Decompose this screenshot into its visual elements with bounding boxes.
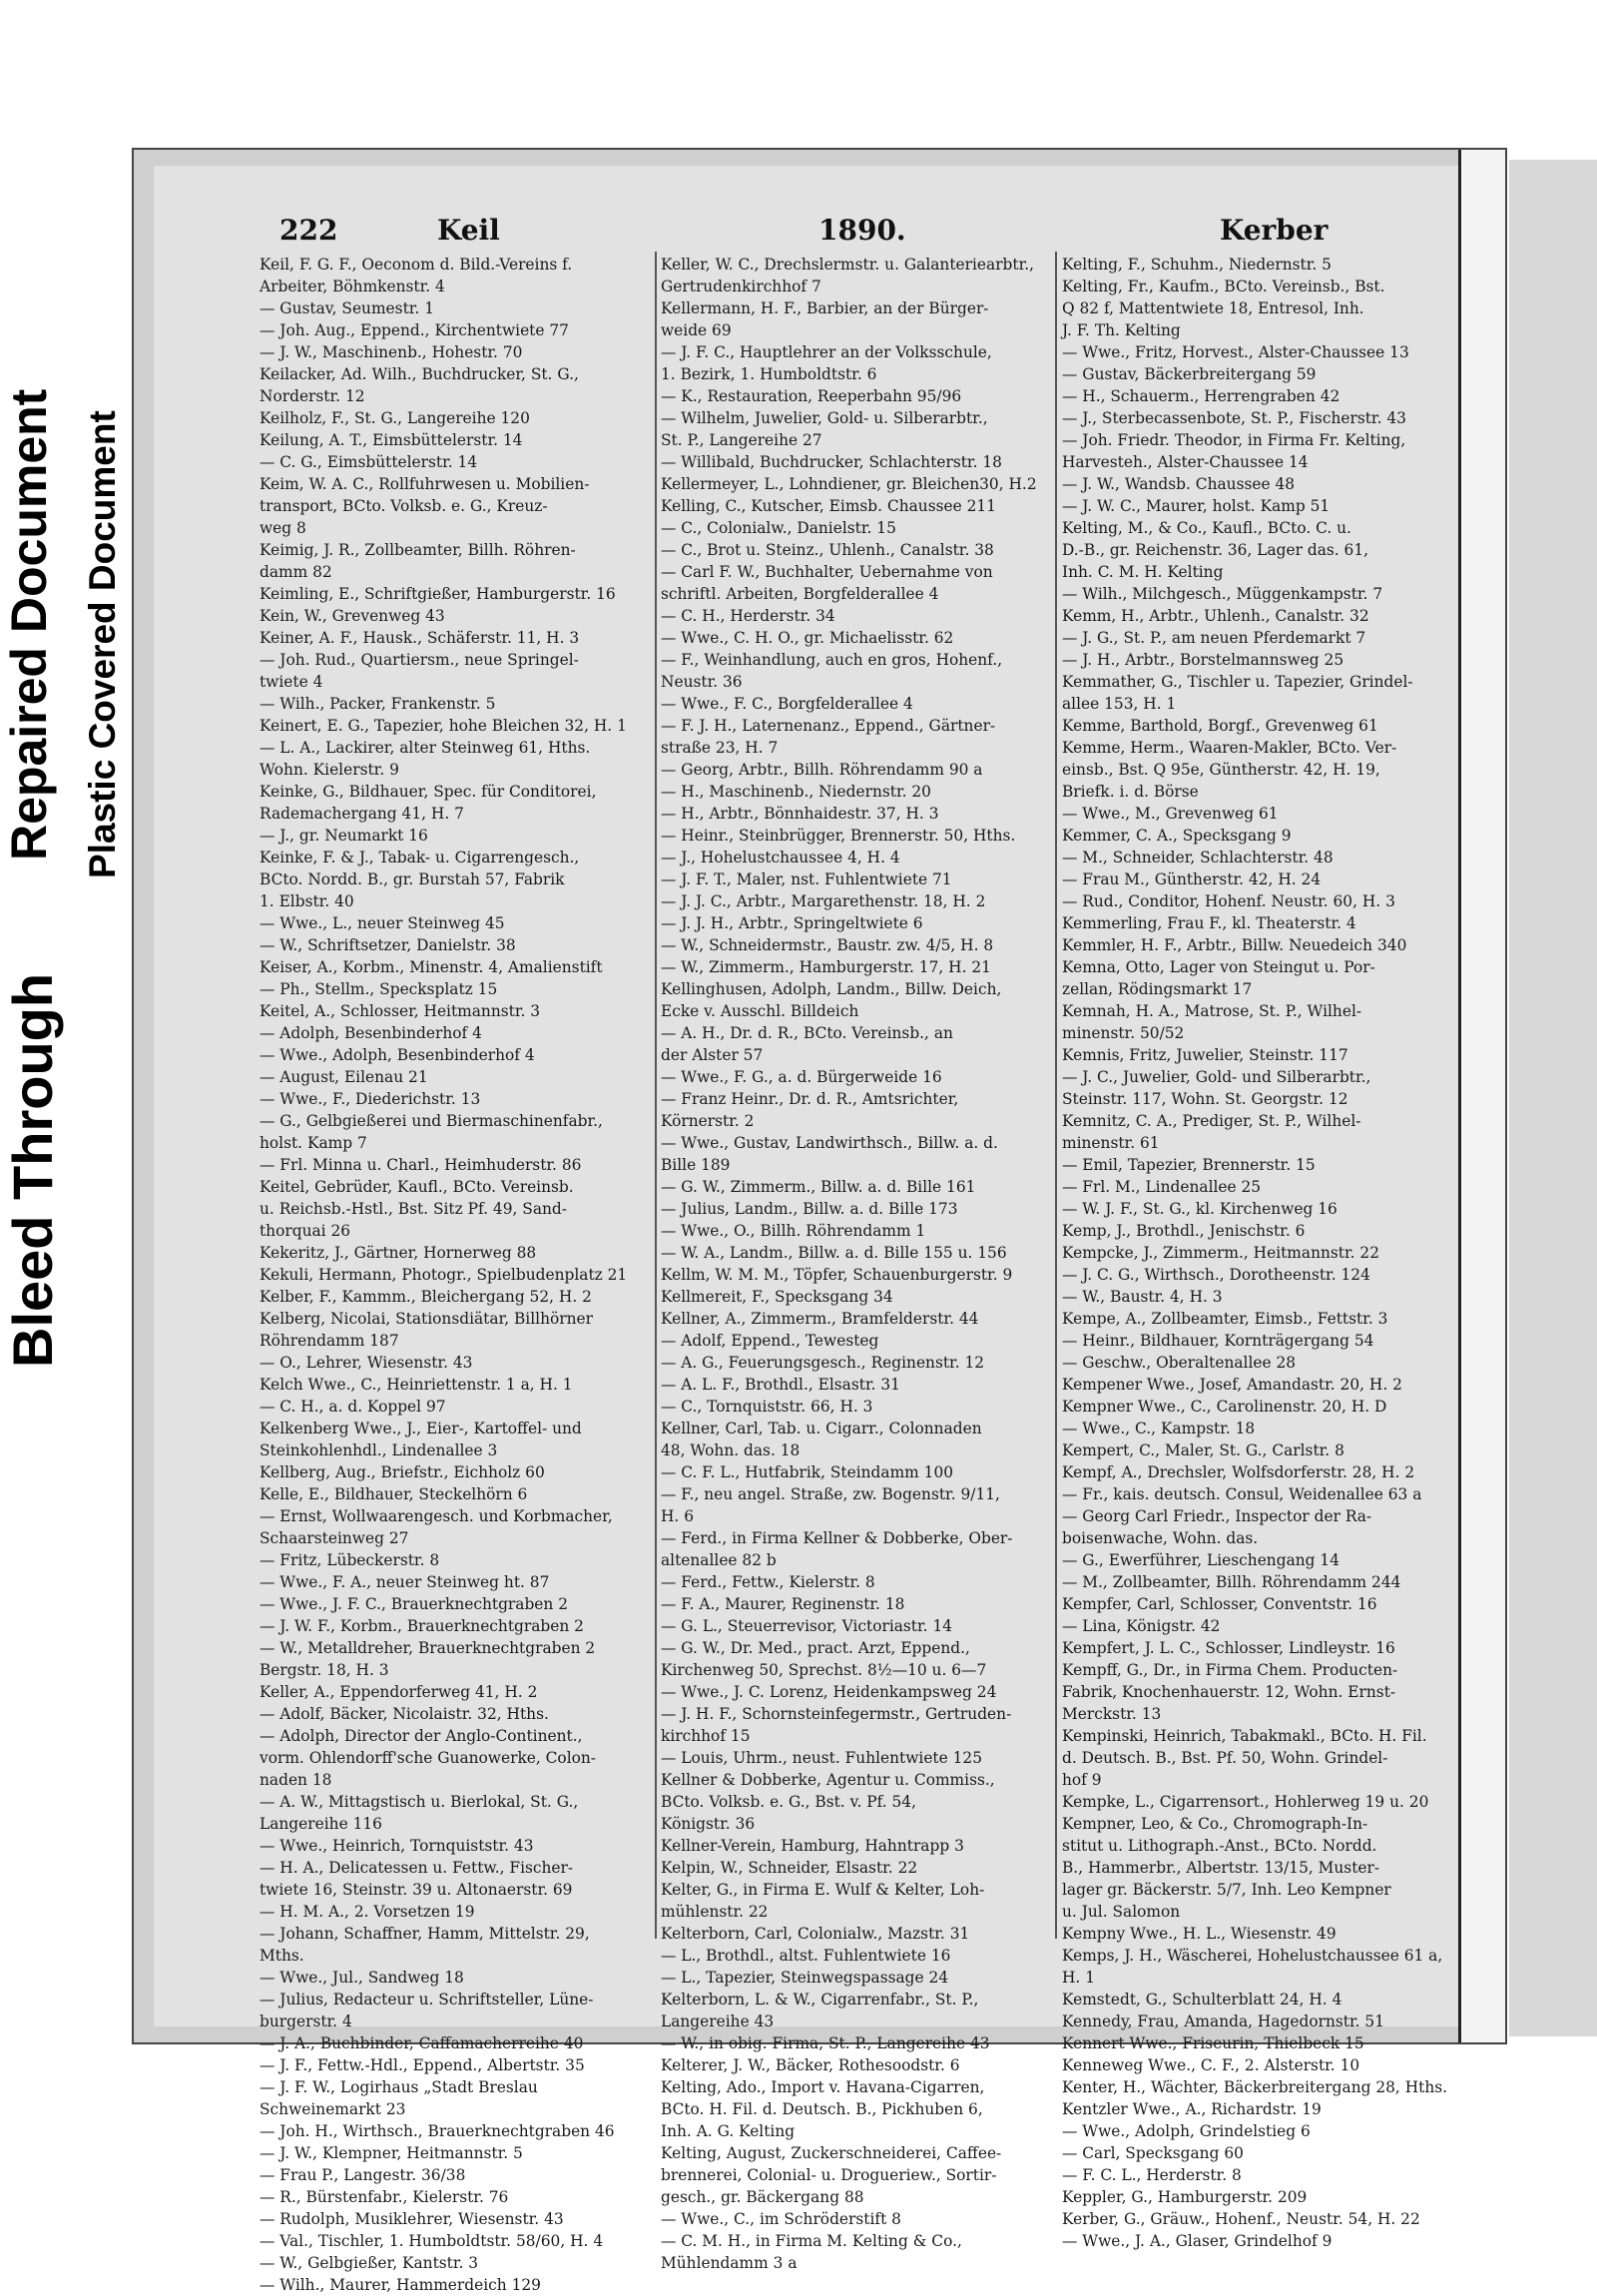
directory-entry: — Wwe., F. G., a. d. Bürgerweide 16 — [661, 1068, 942, 1086]
directory-entry: — C. H., a. d. Koppel 97 — [260, 1398, 446, 1416]
directory-entry: — Wwe., F., Diederichstr. 13 — [260, 1090, 481, 1108]
directory-entry: Kempner Wwe., C., Carolinenstr. 20, H. D — [1062, 1398, 1387, 1416]
directory-entry: — Wwe., Jul., Sandweg 18 — [260, 1969, 464, 1987]
directory-entry: — Heinr., Bildhauer, Kornträgergang 54 — [1062, 1332, 1374, 1350]
directory-entry: Kenter, H., Wächter, Bäckerbreitergang 28, Hths. — [1062, 2078, 1448, 2096]
directory-entry: Kelling, C., Kutscher, Eimsb. Chaussee 211 — [661, 497, 996, 515]
directory-entry: — Wwe., F. C., Borgfelderallee 4 — [661, 695, 913, 713]
directory-entry: H. 1 — [1062, 1969, 1095, 1987]
directory-entry: — L., Brothdl., altst. Fuhlentwiete 16 — [661, 1947, 951, 1965]
directory-entry: brennerei, Colonial- u. Drogueriew., Sortir- — [661, 2166, 997, 2184]
directory-entry: — H., Maschinenb., Niedernstr. 20 — [661, 783, 931, 801]
directory-entry: Kelterborn, L. & W., Cigarrenfabr., St. P., — [661, 1991, 979, 2009]
directory-entry: Arbeiter, Böhmkenstr. 4 — [260, 278, 445, 295]
directory-entry: Keppler, G., Hamburgerstr. 209 — [1062, 2188, 1308, 2206]
directory-entry: — Fr., kais. deutsch. Consul, Weidenallee 63 a — [1062, 1485, 1422, 1503]
directory-entry: — Wwe., O., Billh. Röhrendamm 1 — [661, 1222, 926, 1240]
directory-entry: — Joh. Friedr. Theodor, in Firma Fr. Kelting, — [1062, 431, 1406, 449]
directory-entry: Kein, W., Grevenweg 43 — [260, 607, 445, 625]
directory-entry: — J. J. H., Arbtr., Springeltwiete 6 — [661, 914, 923, 932]
directory-entry: — R., Bürstenfabr., Kielerstr. 76 — [260, 2188, 509, 2206]
directory-entry: D.-B., gr. Reichenstr. 36, Lager das. 61, — [1062, 541, 1369, 559]
directory-entry: 1. Bezirk, 1. Humboldtstr. 6 — [661, 365, 877, 383]
directory-entry: twiete 4 — [260, 673, 323, 691]
directory-entry: Kelting, August, Zuckerschneiderei, Caffee- — [661, 2144, 1002, 2162]
directory-entry: — F. A., Maurer, Reginenstr. 18 — [661, 1595, 905, 1613]
directory-entry: — Ernst, Wollwaarengesch. und Korbmacher, — [260, 1507, 613, 1525]
directory-entry: — W., Zimmerm., Hamburgerstr. 17, H. 21 — [661, 958, 991, 976]
label-repaired-document: Repaired Document — [1, 388, 57, 861]
directory-entry: Kellner & Dobberke, Agentur u. Commiss., — [661, 1771, 995, 1789]
directory-entry: mühlenstr. 22 — [661, 1903, 769, 1921]
directory-entry: — Heinr., Steinbrügger, Brennerstr. 50, Hths. — [661, 827, 1016, 845]
directory-entry: — Lina, Königstr. 42 — [1062, 1617, 1221, 1635]
directory-entry: Harvesteh., Alster-Chaussee 14 — [1062, 453, 1309, 471]
directory-entry: — Fritz, Lübeckerstr. 8 — [260, 1551, 440, 1569]
directory-entry: Kempfert, J. L. C., Schlosser, Lindleystr. 16 — [1062, 1639, 1395, 1657]
directory-entry: gesch., gr. Bäckergang 88 — [661, 2188, 864, 2206]
directory-entry: — Wwe., Gustav, Landwirthsch., Billw. a. d. — [661, 1134, 998, 1152]
directory-entry: — Val., Tischler, 1. Humboldtstr. 58/60, H. 4 — [260, 2232, 604, 2250]
directory-entry: Kemmler, H. F., Arbtr., Billw. Neuedeich 340 — [1062, 936, 1407, 954]
directory-entry: — J. F. W., Logirhaus „Stadt Breslau — [260, 2078, 538, 2096]
directory-entry: 1. Elbstr. 40 — [260, 892, 354, 910]
directory-entry: weg 8 — [260, 519, 306, 537]
directory-entry: — J. W., Klempner, Heitmannstr. 5 — [260, 2144, 523, 2162]
label-plastic-covered-document: Plastic Covered Document — [82, 410, 123, 878]
directory-entry: d. Deutsch. B., Bst. Pf. 50, Wohn. Grindel- — [1062, 1749, 1388, 1767]
directory-entry: — Wwe., C. H. O., gr. Michaelisstr. 62 — [661, 629, 954, 647]
directory-entry: — G., Gelbgießerei und Biermaschinenfabr., — [260, 1112, 603, 1130]
directory-entry: — H., Arbtr., Bönnhaidestr. 37, H. 3 — [661, 805, 939, 823]
directory-entry: Kemnah, H. A., Matrose, St. P., Wilhel- — [1062, 1002, 1362, 1020]
directory-entry: — J. C. G., Wirthsch., Dorotheenstr. 124 — [1062, 1266, 1370, 1284]
directory-entry: — Adolf, Eppend., Tewesteg — [661, 1332, 879, 1350]
directory-entry: Keinert, E. G., Tapezier, hohe Bleichen 32, H. 1 — [260, 717, 627, 735]
directory-entry: Mühlendamm 3 a — [661, 2254, 798, 2272]
directory-entry: — J. H. F., Schornsteinfegermstr., Gertruden- — [661, 1705, 1012, 1723]
directory-entry: Kempke, L., Cigarrensort., Hohlerweg 19 u. 20 — [1062, 1793, 1429, 1811]
directory-entry: — J. H., Arbtr., Borstelmannsweg 25 — [1062, 651, 1344, 669]
directory-entry: — Wwe., J. F. C., Brauerknechtgraben 2 — [260, 1595, 569, 1613]
directory-entry: Keimling, E., Schriftgießer, Hamburgerstr. 16 — [260, 585, 616, 603]
directory-entry: — J. W. C., Maurer, holst. Kamp 51 — [1062, 497, 1331, 515]
directory-entry: — W., Metalldreher, Brauerknechtgraben 2 — [260, 1639, 596, 1657]
directory-entry: Kemnitz, C. A., Prediger, St. P., Wilhel- — [1062, 1112, 1361, 1130]
directory-entry: Kellmereit, F., Specksgang 34 — [661, 1288, 893, 1306]
directory-entry: — L. A., Lackirer, alter Steinweg 61, Hths. — [260, 739, 591, 757]
directory-entry: Norderstr. 12 — [260, 387, 365, 405]
directory-entry: Kelting, F., Schuhm., Niedernstr. 5 — [1062, 256, 1331, 274]
directory-entry: — Willibald, Buchdrucker, Schlachterstr. 18 — [661, 453, 1002, 471]
directory-entry: Mths. — [260, 1947, 304, 1965]
directory-entry: Kellner-Verein, Hamburg, Hahntrapp 3 — [661, 1837, 964, 1855]
directory-entry: stitut u. Lithograph.-Anst., BCto. Nordd. — [1062, 1837, 1377, 1855]
directory-entry: Keller, W. C., Drechslermstr. u. Galanteriearbtr., — [661, 256, 1035, 274]
directory-entry: — Rudolph, Musiklehrer, Wiesenstr. 43 — [260, 2210, 564, 2228]
directory-entry: — A. L. F., Brothdl., Elsastr. 31 — [661, 1376, 900, 1394]
directory-entry: Steinkohlenhdl., Lindenallee 3 — [260, 1441, 498, 1459]
directory-entry: Kempfer, Carl, Schlosser, Conventstr. 16 — [1062, 1595, 1377, 1613]
directory-entry: Keinke, G., Bildhauer, Spec. für Conditorei, — [260, 783, 597, 801]
directory-entry: Kempe, A., Zollbeamter, Eimsb., Fettstr. 3 — [1062, 1310, 1388, 1328]
directory-entry: kirchhof 15 — [661, 1727, 751, 1745]
directory-entry: — O., Lehrer, Wiesenstr. 43 — [260, 1354, 473, 1372]
directory-entry: — Wwe., F. A., neuer Steinweg ht. 87 — [260, 1573, 550, 1591]
directory-entry: — Wwe., J. C. Lorenz, Heidenkampsweg 24 — [661, 1683, 997, 1701]
directory-entry: straße 23, H. 7 — [661, 739, 779, 757]
adjacent-page-strip — [1509, 160, 1597, 2036]
directory-entry: — G. W., Zimmerm., Billw. a. d. Bille 161 — [661, 1178, 976, 1196]
directory-entry: — F., neu angel. Straße, zw. Bogenstr. 9/11, — [661, 1485, 1000, 1503]
directory-entry: — F. C. L., Herderstr. 8 — [1062, 2166, 1242, 2184]
directory-entry: 48, Wohn. das. 18 — [661, 1441, 800, 1459]
directory-entry: — Adolph, Besenbinderhof 4 — [260, 1024, 482, 1042]
directory-entry: der Alster 57 — [661, 1046, 764, 1064]
directory-entry: — W., Gelbgießer, Kantstr. 3 — [260, 2254, 479, 2272]
directory-entry: Kempert, C., Maler, St. G., Carlstr. 8 — [1062, 1441, 1344, 1459]
directory-entry: — August, Eilenau 21 — [260, 1068, 428, 1086]
directory-entry: u. Jul. Salomon — [1062, 1903, 1181, 1921]
directory-entry: Kellermann, H. F., Barbier, an der Bürger- — [661, 299, 989, 317]
directory-entry: — J. A., Buchbinder, Caffamacherreihe 40 — [260, 2034, 584, 2052]
directory-entry: St. P., Langereihe 27 — [661, 431, 822, 449]
directory-entry: — A. G., Feuerungsgesch., Reginenstr. 12 — [661, 1354, 985, 1372]
directory-entry: Briefk. i. d. Börse — [1062, 783, 1199, 801]
directory-entry: — Wwe., M., Grevenweg 61 — [1062, 805, 1279, 823]
directory-entry: Steinstr. 117, Wohn. St. Georgstr. 12 — [1062, 1090, 1348, 1108]
directory-entry: Kelterer, J. W., Bäcker, Rothesoodstr. 6 — [661, 2056, 960, 2074]
directory-entry: — Wwe., J. A., Glaser, Grindelhof 9 — [1062, 2232, 1332, 2250]
directory-entry: Kempff, G., Dr., in Firma Chem. Producten- — [1062, 1661, 1398, 1679]
directory-entry: — Wwe., C., im Schröderstift 8 — [661, 2210, 901, 2228]
directory-column-2 — [661, 254, 1060, 2272]
directory-entry: — J., Sterbecassenbote, St. P., Fischerstr. 43 — [1062, 409, 1406, 427]
directory-entry: B., Hammerbr., Albertstr. 13/15, Muster- — [1062, 1859, 1380, 1877]
directory-entry: schriftl. Arbeiten, Borgfelderallee 4 — [661, 585, 939, 603]
directory-entry: — Ferd., Fettw., Kielerstr. 8 — [661, 1573, 875, 1591]
directory-entry: Keller, A., Eppendorferweg 41, H. 2 — [260, 1683, 538, 1701]
directory-entry: — Geschw., Oberaltenallee 28 — [1062, 1354, 1297, 1372]
directory-entry: Kemna, Otto, Lager von Steingut u. Por- — [1062, 958, 1375, 976]
directory-entry: — C. F. L., Hutfabrik, Steindamm 100 — [661, 1463, 954, 1481]
directory-entry: Keiser, A., Korbm., Minenstr. 4, Amalienstift — [260, 958, 603, 976]
directory-entry: — K., Restauration, Reeperbahn 95/96 — [661, 387, 962, 405]
directory-entry: — Georg, Arbtr., Billh. Röhrendamm 90 a — [661, 761, 983, 779]
directory-entry: Kempner, Leo, & Co., Chromograph-In- — [1062, 1815, 1368, 1833]
directory-entry: Kelkenberg Wwe., J., Eier-, Kartoffel- und — [260, 1420, 582, 1437]
header-right-keyword: Kerber — [1220, 214, 1329, 247]
directory-entry: Inh. C. M. H. Kelting — [1062, 563, 1224, 581]
directory-entry: weide 69 — [661, 321, 732, 339]
directory-entry: — Gustav, Bäckerbreitergang 59 — [1062, 365, 1317, 383]
directory-entry: lager gr. Bäckerstr. 5/7, Inh. Leo Kempner — [1062, 1881, 1391, 1899]
directory-entry: Kemm, H., Arbtr., Uhlenh., Canalstr. 32 — [1062, 607, 1369, 625]
directory-entry: — G. L., Steuerrevisor, Victoriastr. 14 — [661, 1617, 953, 1635]
directory-entry: — J. W., Wandsb. Chaussee 48 — [1062, 475, 1296, 493]
directory-entry: — Ferd., in Firma Kellner & Dobberke, Ober- — [661, 1529, 1013, 1547]
directory-entry: Kempcke, J., Zimmerm., Heitmannstr. 22 — [1062, 1244, 1380, 1262]
directory-entry: — J. C., Juwelier, Gold- und Silberarbtr., — [1062, 1068, 1371, 1086]
directory-entry: minenstr. 61 — [1062, 1134, 1160, 1152]
directory-entry: thorquai 26 — [260, 1222, 351, 1240]
header-year: 1890. — [818, 214, 906, 247]
directory-entry: Kellm, W. M. M., Töpfer, Schauenburgerstr. 9 — [661, 1266, 1013, 1284]
directory-entry: H. 6 — [661, 1507, 694, 1525]
directory-entry: Kelting, M., & Co., Kaufl., BCto. C. u. — [1062, 519, 1351, 537]
directory-entry: Kemme, Barthold, Borgf., Grevenweg 61 — [1062, 717, 1378, 735]
directory-entry: — M., Schneider, Schlachterstr. 48 — [1062, 849, 1333, 866]
directory-entry: minenstr. 50/52 — [1062, 1024, 1185, 1042]
directory-entry: Kelter, G., in Firma E. Wulf & Kelter, Loh- — [661, 1881, 985, 1899]
directory-entry: — J. G., St. P., am neuen Pferdemarkt 7 — [1062, 629, 1366, 647]
directory-entry: Kemps, J. H., Wäscherei, Hohelustchaussee 61 a, — [1062, 1947, 1443, 1965]
directory-entry: Keiner, A. F., Hausk., Schäferstr. 11, H. 3 — [260, 629, 580, 647]
directory-entry: Königstr. 36 — [661, 1815, 756, 1833]
directory-entry: — Rud., Conditor, Hohenf. Neustr. 60, H. 3 — [1062, 892, 1395, 910]
directory-entry: — W., Baustr. 4, H. 3 — [1062, 1288, 1223, 1306]
directory-entry: naden 18 — [260, 1771, 332, 1789]
directory-entry: Kennert Wwe., Friseurin, Thielbeck 15 — [1062, 2034, 1364, 2052]
directory-entry: holst. Kamp 7 — [260, 1134, 367, 1152]
directory-entry: Kelting, Fr., Kaufm., BCto. Vereinsb., Bst. — [1062, 278, 1385, 295]
directory-entry: Rademachergang 41, H. 7 — [260, 805, 464, 823]
directory-entry: Keinke, F. & J., Tabak- u. Cigarrengesch., — [260, 849, 580, 866]
directory-entry: Keim, W. A. C., Rollfuhrwesen u. Mobilien- — [260, 475, 590, 493]
directory-entry: — Wwe., C., Kampstr. 18 — [1062, 1420, 1256, 1437]
directory-entry: — W., Schneidermstr., Baustr. zw. 4/5, H. 8 — [661, 936, 994, 954]
directory-entry: Kellermeyer, L., Lohndiener, gr. Bleichen30, H.2 — [661, 475, 1037, 493]
directory-entry: — C., Tornquiststr. 66, H. 3 — [661, 1398, 873, 1416]
directory-entry: Keilung, A. T., Eimsbüttelerstr. 14 — [260, 431, 523, 449]
directory-entry: — J., Hohelustchaussee 4, H. 4 — [661, 849, 900, 866]
directory-entry: Kelberg, Nicolai, Stationsdiätar, Billhörner — [260, 1310, 593, 1328]
directory-entry: — C., Colonialw., Danielstr. 15 — [661, 519, 896, 537]
directory-entry: BCto. Nordd. B., gr. Burstah 57, Fabrik — [260, 870, 565, 888]
directory-entry: Kelber, F., Kammm., Bleichergang 52, H. 2 — [260, 1288, 592, 1306]
directory-entry: Kellberg, Aug., Briefstr., Eichholz 60 — [260, 1463, 545, 1481]
directory-entry: einsb., Bst. Q 95e, Güntherstr. 42, H. 19, — [1062, 761, 1380, 779]
directory-entry: — J. J. C., Arbtr., Margarethenstr. 18, H. 2 — [661, 892, 986, 910]
directory-entry: — Carl, Specksgang 60 — [1062, 2144, 1244, 2162]
directory-entry: — Wwe., Fritz, Horvest., Alster-Chaussee 13 — [1062, 343, 1409, 361]
directory-entry: Schweinemarkt 23 — [260, 2100, 406, 2118]
directory-entry: — G. W., Dr. Med., pract. Arzt, Eppend., — [661, 1639, 970, 1657]
directory-entry: — J., gr. Neumarkt 16 — [260, 827, 428, 845]
directory-entry: BCto. Volksb. e. G., Bst. v. Pf. 54, — [661, 1793, 916, 1811]
directory-entry: — Wilh., Maurer, Hammerdeich 129 — [260, 2276, 541, 2294]
directory-entry: Kellner, Carl, Tab. u. Cigarr., Colonnaden — [661, 1420, 982, 1437]
directory-entry: Keitel, A., Schlosser, Heitmannstr. 3 — [260, 1002, 541, 1020]
directory-entry: Kekuli, Hermann, Photogr., Spielbudenplatz 21 — [260, 1266, 628, 1284]
directory-entry: Kempf, A., Drechsler, Wolfsdorferstr. 28, H. 2 — [1062, 1463, 1415, 1481]
directory-entry: altenallee 82 b — [661, 1551, 777, 1569]
directory-entry: — W. J. F., St. G., kl. Kirchenweg 16 — [1062, 1200, 1337, 1218]
directory-entry: — C. H., Herderstr. 34 — [661, 607, 835, 625]
directory-column-3 — [1062, 254, 1461, 2250]
directory-entry: — Wwe., Adolph, Grindelstieg 6 — [1062, 2122, 1311, 2140]
directory-entry: — Joh. H., Wirthsch., Brauerknechtgraben 46 — [260, 2122, 615, 2140]
directory-entry: Kekeritz, J., Gärtner, Hornerweg 88 — [260, 1244, 537, 1262]
directory-entry: Körnerstr. 2 — [661, 1112, 755, 1130]
directory-entry: — Emil, Tapezier, Brennerstr. 15 — [1062, 1156, 1316, 1174]
directory-entry: — Wwe., L., neuer Steinweg 45 — [260, 914, 505, 932]
directory-entry: — G., Ewerführer, Lieschengang 14 — [1062, 1551, 1339, 1569]
directory-entry: Kirchenweg 50, Sprechst. 8½—10 u. 6—7 — [661, 1661, 987, 1679]
directory-entry: transport, BCto. Volksb. e. G., Kreuz- — [260, 497, 548, 515]
directory-entry: damm 82 — [260, 563, 332, 581]
directory-entry: twiete 16, Steinstr. 39 u. Altonaerstr. 69 — [260, 1881, 573, 1899]
directory-entry: — W., Schriftsetzer, Danielstr. 38 — [260, 936, 516, 954]
page-edge — [1458, 150, 1505, 2042]
directory-entry: Kennedy, Frau, Amanda, Hagedornstr. 51 — [1062, 2012, 1384, 2030]
directory-entry: — H. M. A., 2. Vorsetzen 19 — [260, 1903, 475, 1921]
directory-entry: Bergstr. 18, H. 3 — [260, 1661, 389, 1679]
directory-entry: hof 9 — [1062, 1771, 1102, 1789]
directory-entry: Wohn. Kielerstr. 9 — [260, 761, 399, 779]
directory-entry: boisenwache, Wohn. das. — [1062, 1529, 1259, 1547]
directory-entry: allee 153, H. 1 — [1062, 695, 1177, 713]
directory-entry: Keimig, J. R., Zollbeamter, Billh. Röhren- — [260, 541, 576, 559]
directory-entry: vorm. Ohlendorff'sche Guanowerke, Colon- — [260, 1749, 597, 1767]
directory-entry: Keilholz, F., St. G., Langereihe 120 — [260, 409, 530, 427]
directory-entry: Kemmather, G., Tischler u. Tapezier, Grindel- — [1062, 673, 1413, 691]
directory-entry: Gertrudenkirchhof 7 — [661, 278, 821, 295]
header-left-keyword: Keil — [437, 214, 500, 247]
directory-entry: — A. W., Mittagstisch u. Bierlokal, St. G., — [260, 1793, 579, 1811]
directory-entry: Langereihe 116 — [260, 1815, 382, 1833]
directory-entry: — Carl F. W., Buchhalter, Uebernahme von — [661, 563, 993, 581]
directory-entry: Kentzler Wwe., A., Richardstr. 19 — [1062, 2100, 1322, 2118]
directory-entry: Schaarsteinweg 27 — [260, 1529, 409, 1547]
directory-entry: Kemmer, C. A., Specksgang 9 — [1062, 827, 1292, 845]
directory-entry: Neustr. 36 — [661, 673, 743, 691]
label-bleed-through: Bleed Through — [1, 972, 64, 1368]
directory-entry: — J. W. F., Korbm., Brauerknechtgraben 2 — [260, 1617, 584, 1635]
directory-entry: Kempinski, Heinrich, Tabakmakl., BCto. H. Fil. — [1062, 1727, 1427, 1745]
directory-entry: Kemnis, Fritz, Juwelier, Steinstr. 117 — [1062, 1046, 1348, 1064]
directory-entry: u. Reichsb.-Hstl., Bst. Sitz Pf. 49, Sand- — [260, 1200, 567, 1218]
directory-entry: — Wwe., Heinrich, Tornquiststr. 43 — [260, 1837, 534, 1855]
directory-entry: Inh. A. G. Kelting — [661, 2122, 796, 2140]
directory-entry: — Frl. Minna u. Charl., Heimhuderstr. 86 — [260, 1156, 582, 1174]
directory-entry: — J. F. T., Maler, nst. Fuhlentwiete 71 — [661, 870, 952, 888]
directory-entry: — Adolf, Bäcker, Nicolaistr. 32, Hths. — [260, 1705, 549, 1723]
directory-entry: Langereihe 43 — [661, 2012, 775, 2030]
directory-entry: Keitel, Gebrüder, Kaufl., BCto. Vereinsb. — [260, 1178, 574, 1196]
page-number: 222 — [279, 214, 338, 247]
directory-entry: Kelpin, W., Schneider, Elsastr. 22 — [661, 1859, 918, 1877]
directory-entry: Kerber, G., Gräuw., Hohenf., Neustr. 54, H. 22 — [1062, 2210, 1420, 2228]
directory-entry: — C. G., Eimsbüttelerstr. 14 — [260, 453, 478, 471]
directory-entry: Kemstedt, G., Schulterblatt 24, H. 4 — [1062, 1991, 1342, 2009]
directory-entry: Kelterborn, Carl, Colonialw., Mazstr. 31 — [661, 1925, 970, 1943]
directory-entry: — Gustav, Seumestr. 1 — [260, 299, 434, 317]
directory-entry: — W. A., Landm., Billw. a. d. Bille 155 u. 156 — [661, 1244, 1007, 1262]
directory-entry: — F., Weinhandlung, auch en gros, Hohenf., — [661, 651, 1003, 669]
directory-entry: — W., in obig. Firma, St. P., Langereihe 43 — [661, 2034, 990, 2052]
directory-entry: — Wwe., Adolph, Besenbinderhof 4 — [260, 1046, 535, 1064]
directory-entry: — M., Zollbeamter, Billh. Röhrendamm 244 — [1062, 1573, 1401, 1591]
directory-entry: — Julius, Redacteur u. Schriftsteller, Lüne- — [260, 1991, 594, 2009]
directory-entry: — Wilh., Milchgesch., Müggenkampstr. 7 — [1062, 585, 1383, 603]
directory-column-1 — [260, 254, 659, 2294]
directory-entry: — F. J. H., Laternenanz., Eppend., Gärtner- — [661, 717, 996, 735]
directory-entry: — Louis, Uhrm., neust. Fuhlentwiete 125 — [661, 1749, 982, 1767]
directory-entry: — Frl. M., Lindenallee 25 — [1062, 1178, 1262, 1196]
directory-entry: — J. F. C., Hauptlehrer an der Volksschule, — [661, 343, 992, 361]
directory-entry: Kemme, Herm., Waaren-Makler, BCto. Ver- — [1062, 739, 1397, 757]
directory-entry: — C. M. H., in Firma M. Kelting & Co., — [661, 2232, 962, 2250]
directory-entry: J. F. Th. Kelting — [1062, 321, 1181, 339]
directory-entry: — Wilh., Packer, Frankenstr. 5 — [260, 695, 496, 713]
directory-entry: — Julius, Landm., Billw. a. d. Bille 173 — [661, 1200, 958, 1218]
directory-entry: — C., Brot u. Steinz., Uhlenh., Canalstr. 38 — [661, 541, 994, 559]
directory-entry: Röhrendamm 187 — [260, 1332, 399, 1350]
directory-entry: Bille 189 — [661, 1156, 731, 1174]
directory-entry: zellan, Rödingsmarkt 17 — [1062, 980, 1253, 998]
directory-entry: Kemp, J., Brothdl., Jenischstr. 6 — [1062, 1222, 1306, 1240]
directory-entry: Kellner, A., Zimmerm., Bramfelderstr. 44 — [661, 1310, 979, 1328]
directory-entry: — Georg Carl Friedr., Inspector der Ra- — [1062, 1507, 1372, 1525]
directory-entry: — J. W., Maschinenb., Hohestr. 70 — [260, 343, 523, 361]
directory-entry: — Joh. Aug., Eppend., Kirchentwiete 77 — [260, 321, 569, 339]
directory-entry: Keil, F. G. F., Oeconom d. Bild.-Vereins f. — [260, 256, 573, 274]
directory-entry: Kenneweg Wwe., C. F., 2. Alsterstr. 10 — [1062, 2056, 1360, 2074]
directory-entry: — Frau P., Langestr. 36/38 — [260, 2166, 466, 2184]
directory-entry: Kelting, Ado., Import v. Havana-Cigarren, — [661, 2078, 985, 2096]
directory-entry: — Ph., Stellm., Specksplatz 15 — [260, 980, 498, 998]
directory-entry: — Frau M., Güntherstr. 42, H. 24 — [1062, 870, 1322, 888]
directory-entry: Kellinghusen, Adolph, Landm., Billw. Deich, — [661, 980, 1002, 998]
directory-entry: BCto. H. Fil. d. Deutsch. B., Pickhuben 6, — [661, 2100, 983, 2118]
directory-entry: — L., Tapezier, Steinwegspassage 24 — [661, 1969, 949, 1987]
directory-entry: Q 82 f, Mattentwiete 18, Entresol, Inh. — [1062, 299, 1364, 317]
directory-entry: Kelle, E., Bildhauer, Steckelhörn 6 — [260, 1485, 528, 1503]
directory-entry: Kempener Wwe., Josef, Amandastr. 20, H. 2 — [1062, 1376, 1402, 1394]
directory-entry: Kelch Wwe., C., Heinriettenstr. 1 a, H. 1 — [260, 1376, 573, 1394]
directory-entry: — Franz Heinr., Dr. d. R., Amtsrichter, — [661, 1090, 959, 1108]
directory-entry: — H. A., Delicatessen u. Fettw., Fischer- — [260, 1859, 574, 1877]
directory-entry: Fabrik, Knochenhauerstr. 12, Wohn. Ernst- — [1062, 1683, 1396, 1701]
directory-entry: — A. H., Dr. d. R., BCto. Vereinsb., an — [661, 1024, 953, 1042]
directory-entry: — Wilhelm, Juwelier, Gold- u. Silberarbtr., — [661, 409, 988, 427]
directory-entry: Kemmerling, Frau F., kl. Theaterstr. 4 — [1062, 914, 1356, 932]
directory-entry: Keilacker, Ad. Wilh., Buchdrucker, St. G., — [260, 365, 579, 383]
directory-entry: Merckstr. 13 — [1062, 1705, 1162, 1723]
directory-entry: burgerstr. 4 — [260, 2012, 352, 2030]
directory-entry: — J. F., Fettw.-Hdl., Eppend., Albertstr. 35 — [260, 2056, 585, 2074]
directory-entry: — Adolph, Director der Anglo-Continent., — [260, 1727, 583, 1745]
directory-entry: — H., Schauerm., Herrengraben 42 — [1062, 387, 1340, 405]
directory-entry: Ecke v. Ausschl. Billdeich — [661, 1002, 859, 1020]
directory-entry: Kempny Wwe., H. L., Wiesenstr. 49 — [1062, 1925, 1336, 1943]
directory-entry: — Joh. Rud., Quartiersm., neue Springel- — [260, 651, 579, 669]
directory-entry: — Johann, Schaffner, Hamm, Mittelstr. 29, — [260, 1925, 590, 1943]
